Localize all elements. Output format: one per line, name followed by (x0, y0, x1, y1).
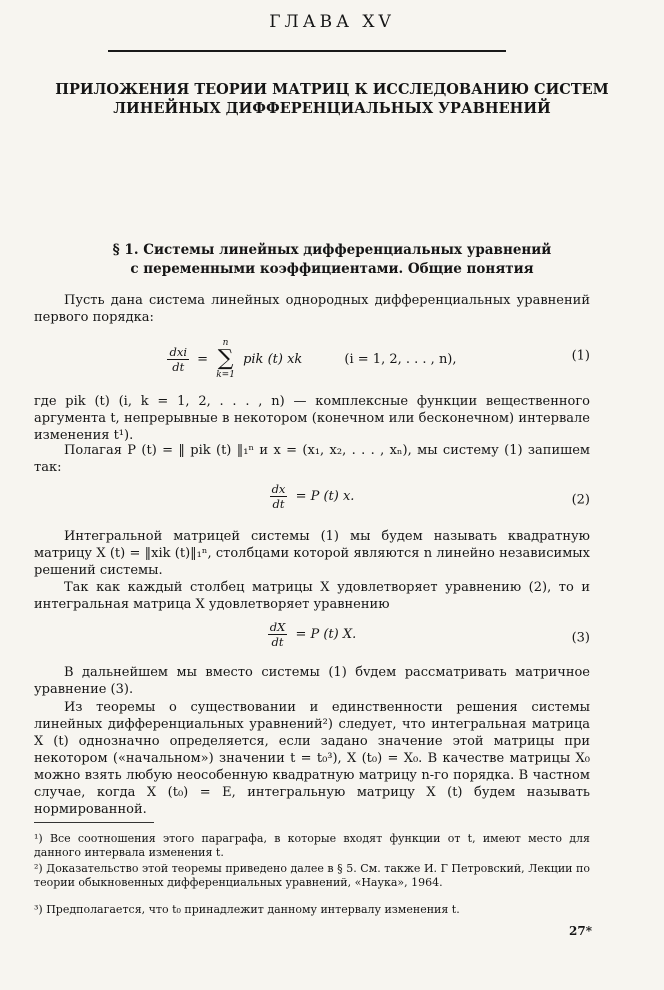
eq1-sum: n ∑ k=1 (216, 338, 235, 380)
eq1-condition: (i = 1, 2, . . . , n), (344, 351, 457, 367)
paragraph-2: где pik (t) (i, k = 1, 2, . . . , n) — комплексные функции вещественного аргумента t, непрерывные в некотором (конечном или бесконечном) интервале изменения t¹). (34, 394, 590, 443)
eq1-sum-top: n (222, 338, 229, 348)
eq3-denominator: dt (271, 635, 284, 649)
page-number: 27* (569, 924, 592, 938)
eq2-label: (2) (571, 492, 590, 508)
eq1-denominator: dt (172, 359, 185, 374)
eq1-label: (1) (571, 348, 590, 364)
eq3-numerator: dX (269, 620, 286, 634)
eq1-fraction (167, 345, 189, 374)
footnote-3: ³) Предполагается, что t₀ принадлежит данному интервалу изменения t. (34, 903, 460, 916)
equation-3 (34, 620, 590, 656)
chapter-title-line-1: ПРИЛОЖЕНИЯ ТЕОРИИ МАТРИЦ К ИССЛЕДОВАНИЮ СИСТЕМ (55, 81, 609, 98)
eq3-fraction (268, 620, 288, 649)
eq1-sum-bottom: k=1 (216, 370, 235, 380)
eq1-numerator: dxi (169, 344, 188, 359)
eq1-rhs: pik (t) xk (243, 351, 303, 367)
paragraph-6: В дальнейшем мы вместо системы (1) бvдем рассматривать матричное уравнение (3). (34, 665, 590, 697)
equation-1: $\frac{\text{dxi}}{dt}$ = n ∑ k=1 pik (t) xk (i = 1, 2, . . . , n), (1) (169, 338, 590, 380)
eq3-rhs: = P (t) X. (295, 627, 357, 642)
paragraph-5: Так как каждый столбец матрицы X удовлетворяет уравнению (2), то и интегральная матрица X удовлетворяет уравнению (34, 580, 590, 612)
chapter-rule (108, 50, 506, 52)
paragraph-7: Из теоремы о существовании и единственности решения системы линейных дифференциальных уравнений²) следует, что интегральная матрица X (t) однозначно определяется, если задано значение этой матрицы при некотором («начальном») значении t = t₀³), X (t₀) = X₀. В качестве матрицы X₀ можно взять любую неособенную квадратную матрицу n-го порядка. В частном случае, когда X (t₀) = E, интегральную матрицу X (t) будем называть нормированной. (34, 700, 590, 817)
section-title (40, 241, 624, 279)
paragraph-3: Полагая P (t) = ‖ pik (t) ‖₁ⁿ и x = (x₁, x₂, . . . , xₙ), мы систему (1) запишем так: (34, 443, 590, 475)
eq2-fraction (270, 482, 288, 511)
footnote-rule (34, 822, 154, 823)
footnote-2: ²) Доказательство этой теоремы приведено далее в § 5. См. также И. Г Петровский, Лекции по теории обыкновенных дифференциальных уравнений, «Наука», 1964. (34, 862, 590, 889)
chapter-title-line-2: ЛИНЕЙНЫХ ДИФФЕРЕНЦИАЛЬНЫХ УРАВНЕНИЙ (113, 100, 551, 117)
eq2-rhs: = P (t) x. (295, 489, 355, 504)
chapter-heading: ГЛАВА XV (269, 12, 395, 32)
eq2-numerator: dx (271, 482, 286, 496)
section-title-line-1: § 1. Системы линейных дифференциальных уравнений (112, 242, 552, 258)
equation-2 (34, 482, 590, 518)
eq2-denominator: dt (272, 497, 285, 511)
eq3-label: (3) (571, 630, 590, 646)
paragraph-4: Интегральной матрицей системы (1) мы будем называть квадратную матрицу X (t) = ‖xik (t)‖₁ⁿ, столбцами которой являются n линейно независимых решений системы. (34, 529, 590, 578)
paragraph-1: Пусть дана система линейных однородных дифференциальных уравнений первого порядка: (34, 293, 590, 325)
footnote-1: ¹) Все соотношения этого параграфа, в которые входят функции от t, имеют место для данного интервала изменения t. (34, 832, 590, 859)
section-title-line-2: с переменными коэффициентами. Общие понятия (130, 261, 534, 277)
chapter-title (20, 80, 644, 118)
